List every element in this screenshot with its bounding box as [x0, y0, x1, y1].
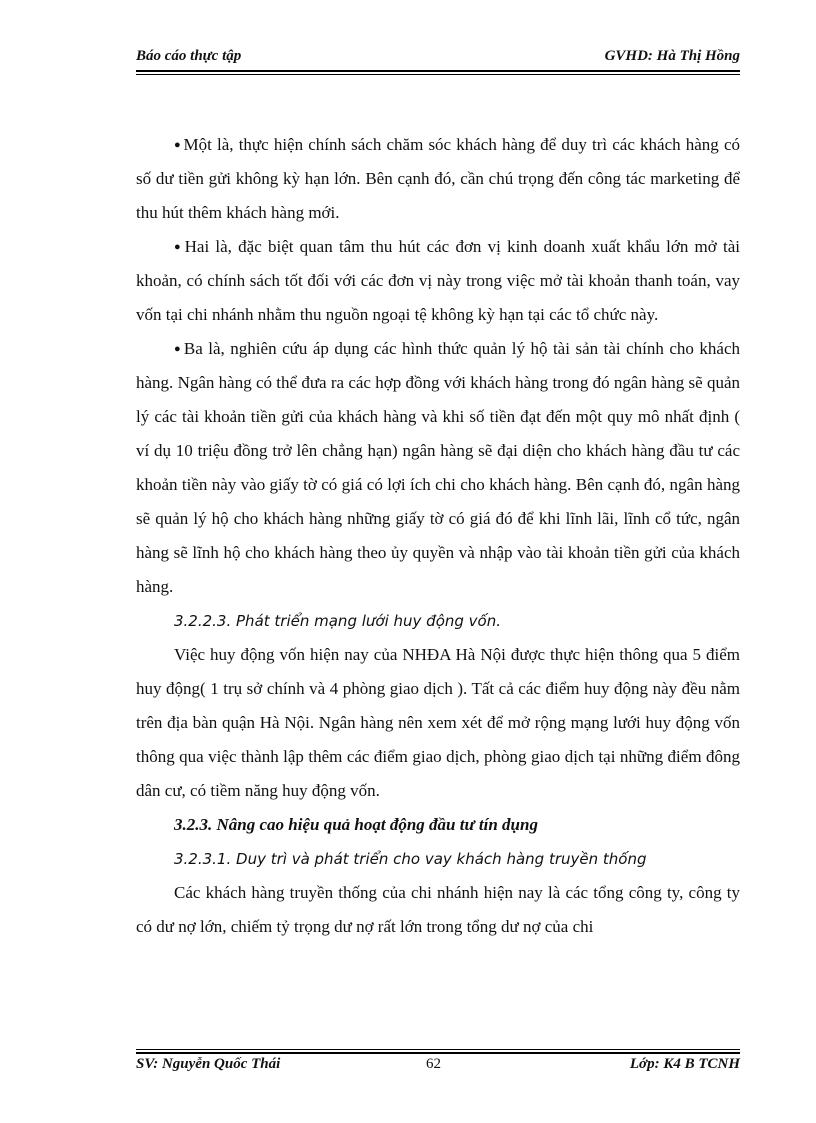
bullet-icon: ● [174, 241, 183, 253]
page-header [136, 48, 740, 70]
subsection-heading-3-2-3-1: 3.2.3.1. Duy trì và phát triển cho vay khách hàng truyền thống [174, 850, 647, 868]
page-number: 62 [426, 1056, 441, 1072]
paragraph-bullet-1 [136, 128, 740, 230]
footer-rule-thin [136, 1049, 740, 1050]
footer-rule-thick [136, 1052, 740, 1054]
page-footer [136, 1056, 740, 1078]
header-supervisor: GVHD: Hà Thị Hồng [604, 48, 740, 64]
section-heading-3-2-3: 3.2.3. Nâng cao hiệu quả hoạt động đầu tư tín dụng [174, 815, 538, 834]
paragraph-text: Hai là, đặc biệt quan tâm thu hút các đơn vị kinh doanh xuất khẩu lớn mở tài khoản, có chính sách tốt đối với các đơn vị này trong việc mở tài khoản thanh toán, vay vốn tại chi nhánh nhằm thu nguồn ngoại tệ không kỳ hạn tại các tổ chức này. [136, 237, 740, 324]
bullet-icon: ● [174, 139, 182, 151]
subsection-heading-3-2-2-3: 3.2.2.3. Phát triển mạng lưới huy động vốn. [174, 612, 501, 630]
paragraph-text: Một là, thực hiện chính sách chăm sóc khách hàng để duy trì các khách hàng có số dư tiền gửi không kỳ hạn lớn. Bên cạnh đó, cần chú trọng đến công tác marketing để thu hút thêm khách hàng mới. [136, 135, 740, 222]
paragraph-bullet-3 [136, 332, 740, 604]
paragraph-text: Ba là, nghiên cứu áp dụng các hình thức quản lý hộ tài sản tài chính cho khách hàng. Ngân hàng có thể đưa ra các hợp đồng với khách hàng trong đó ngân hàng sẽ quản lý các tài khoản tiền gửi của khách hàng và khi số tiền đạt đến một quy mô nhất định ( ví dụ 10 triệu đồng trở lên chẳng hạn) ngân hàng sẽ đại diện cho khách hàng đầu tư các khoản tiền này vào giấy tờ có giá có lợi ích chi cho khách hàng. Bên cạnh đó, ngân hàng sẽ quản lý hộ cho khách hàng những giấy tờ có giá đó để khi lĩnh lãi, lĩnh cổ tức, ngân hàng sẽ lĩnh hộ cho khách hàng theo ủy quyền và nhập vào tài khoản tiền gửi của khách hàng. [136, 339, 740, 596]
paragraph-bullet-2 [136, 230, 740, 332]
bullet-icon: ● [174, 343, 182, 355]
paragraph-traditional-clients: Các khách hàng truyền thống của chi nhánh hiện nay là các tổng công ty, công ty có dư nợ lớn, chiếm tỷ trọng dư nợ rất lớn trong tổng dư nợ của chi [136, 883, 740, 936]
header-rule-thin [136, 74, 740, 75]
paragraph-network: Việc huy động vốn hiện nay của NHĐA Hà Nội được thực hiện thông qua 5 điểm huy động( 1 trụ sở chính và 4 phòng giao dịch ). Tất cả các điểm huy động này đều nằm trên địa bàn quận Hà Nội. Ngân hàng nên xem xét để mở rộng mạng lưới huy động vốn thông qua việc thành lập thêm các điểm giao dịch, phòng giao dịch tại những điểm đông dân cư, có tiềm năng huy động vốn. [136, 645, 740, 800]
header-report-title: Báo cáo thực tập [136, 48, 242, 64]
footer-student-name: SV: Nguyễn Quốc Thái [136, 1056, 281, 1072]
footer-class: Lớp: K4 B TCNH [629, 1056, 740, 1072]
body-content [136, 128, 740, 944]
header-rule-thick [136, 70, 740, 72]
